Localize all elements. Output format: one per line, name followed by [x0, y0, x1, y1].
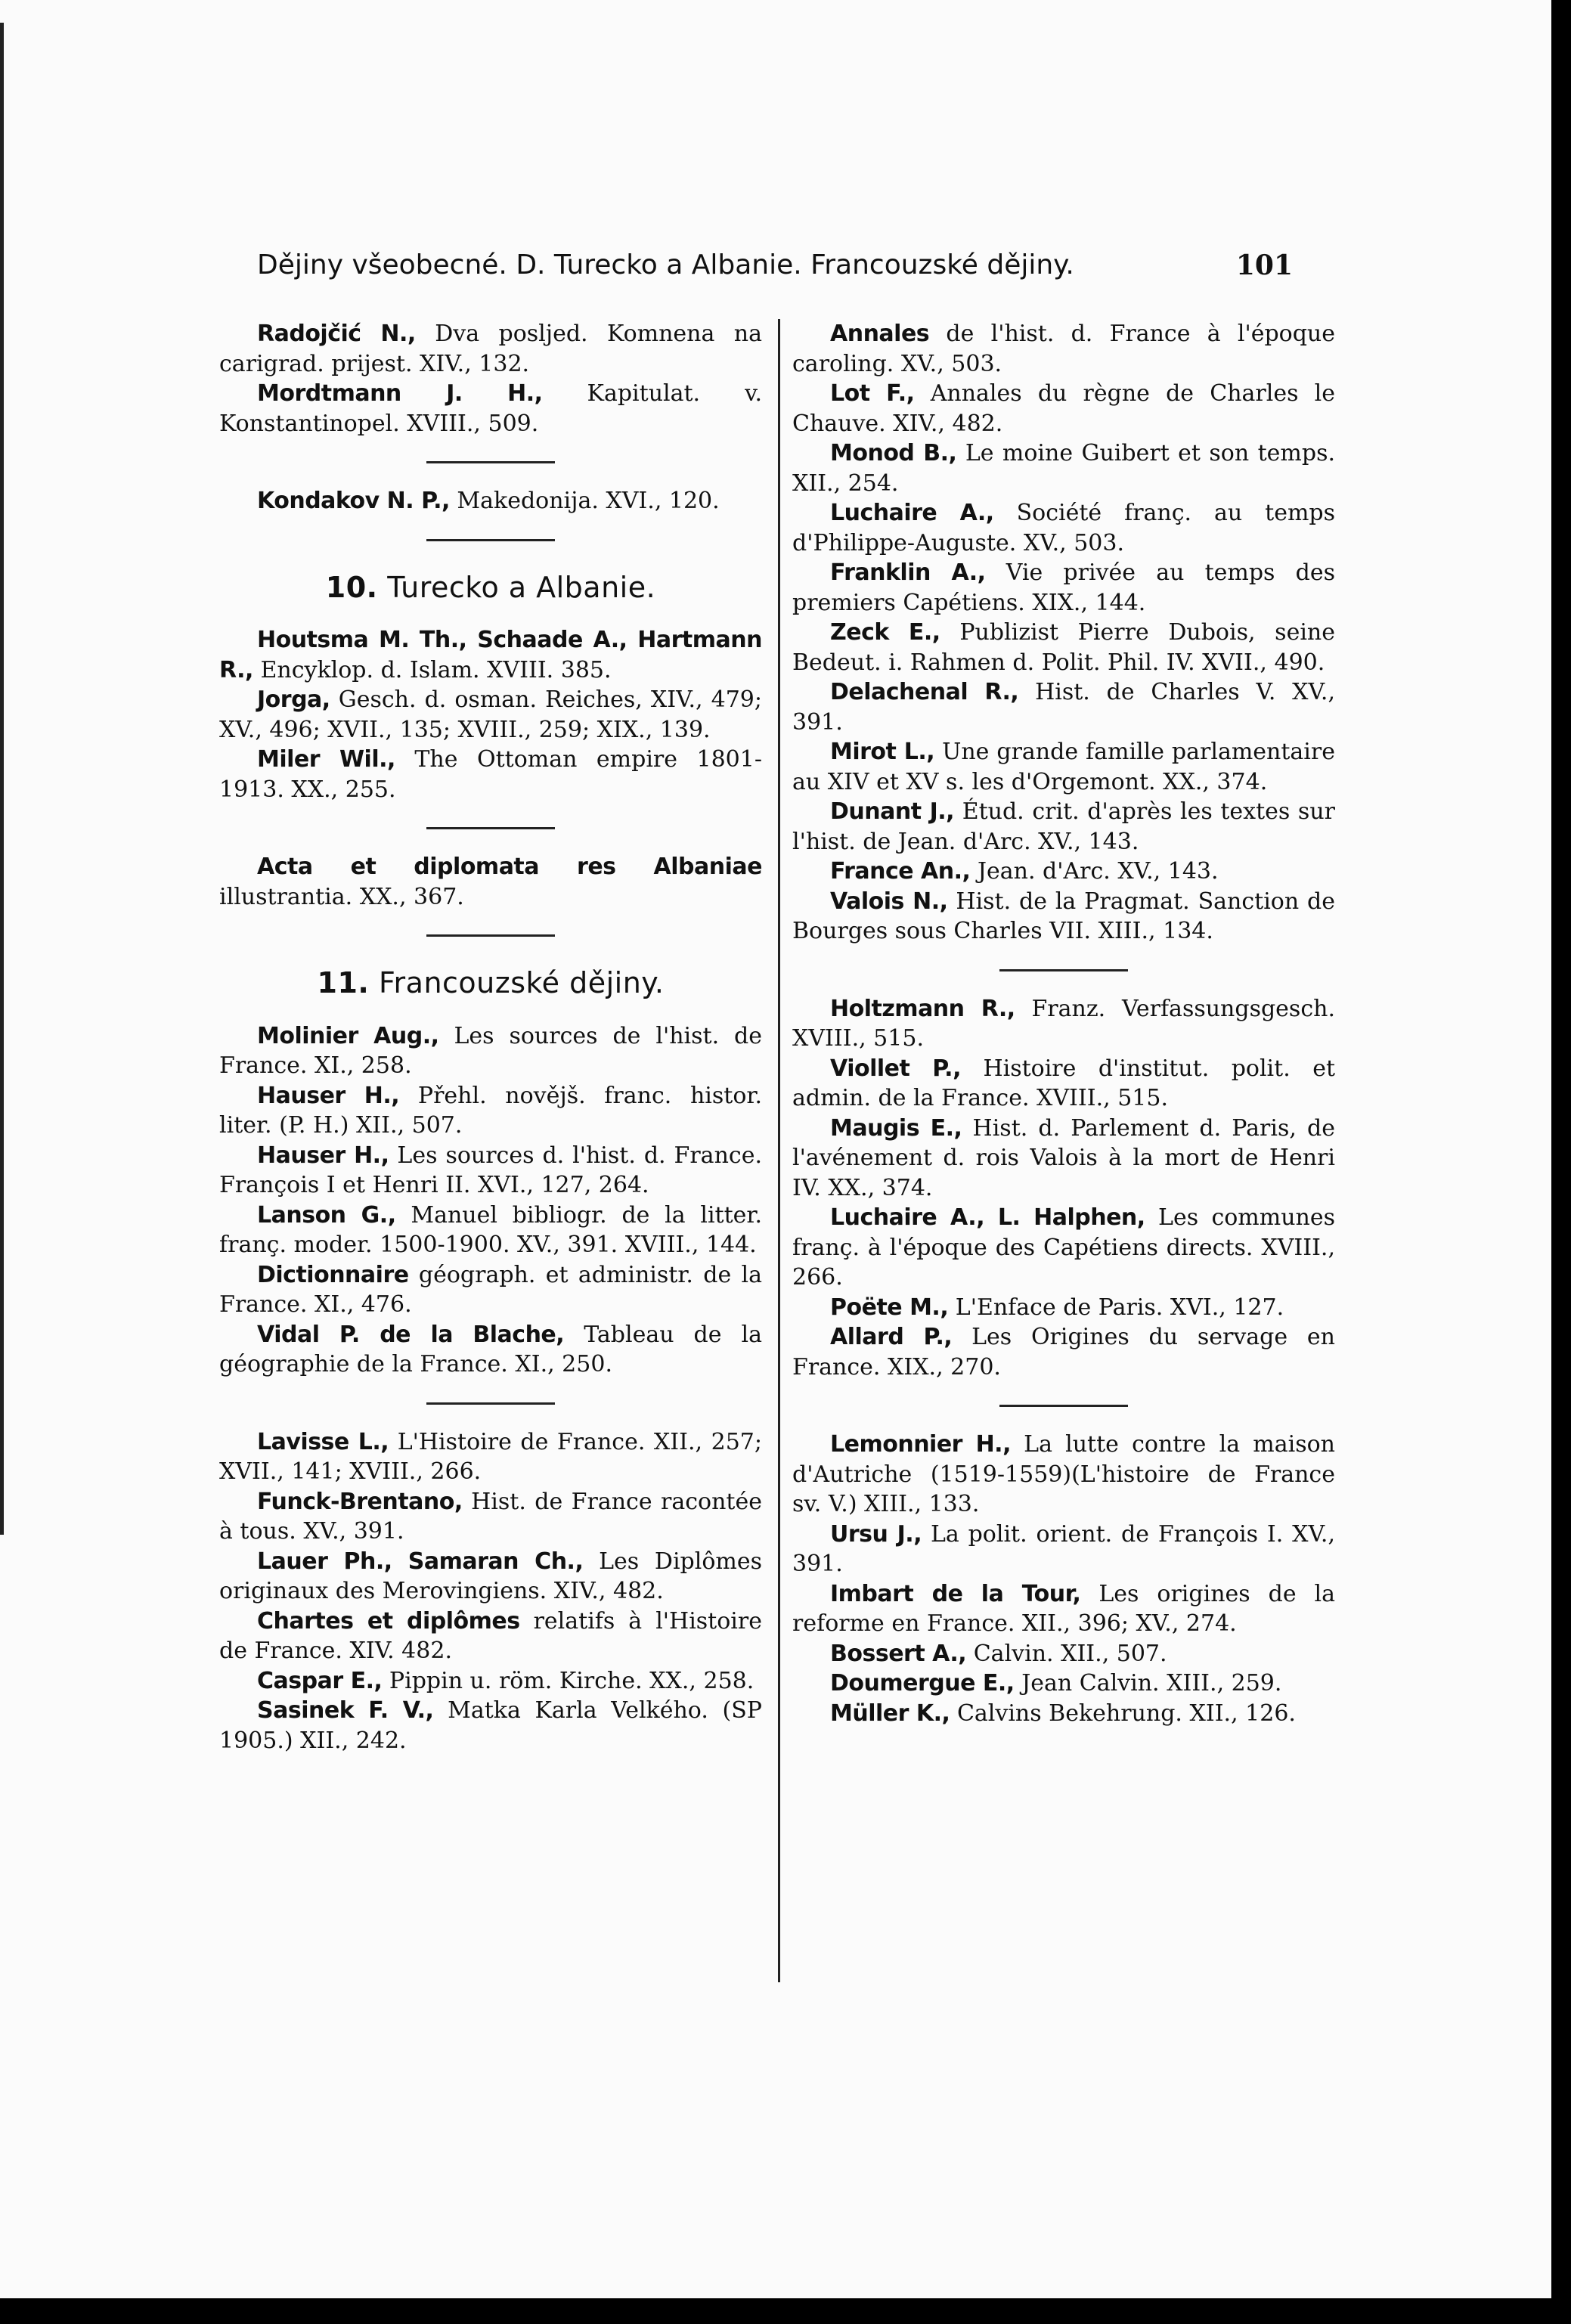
entry-author: Allard P.,: [830, 1324, 953, 1350]
entry-group: [219, 1021, 762, 1380]
entry-text: Les sources de l'hist. de France. XI., 258.: [219, 1022, 763, 1079]
page-number: 101: [1235, 249, 1293, 281]
entry-author: Sasinek F. V.,: [257, 1697, 434, 1724]
bibliography-entry: [219, 1201, 762, 1260]
entry-author: Monod B.,: [830, 440, 957, 466]
bibliography-entry: [219, 1021, 762, 1081]
section-title: Turecko a Albanie.: [377, 570, 656, 604]
bibliography-entry: [219, 852, 762, 912]
entry-text: Calvin. XII., 507.: [966, 1640, 1167, 1667]
left-column: [219, 319, 762, 1755]
separator-rule: [999, 1405, 1128, 1407]
separator-rule: [426, 827, 555, 829]
entry-text: Franz. Verfassungsgesch. XVIII., 515.: [792, 995, 1335, 1052]
entry-group: [792, 319, 1335, 947]
entry-author: Valois N.,: [830, 888, 948, 915]
entry-text: Tableau de la géographie de la France. XI., 250.: [219, 1321, 763, 1377]
entry-text: Přehl. novějš. franc. histor. liter. (P. H.) XII., 507.: [219, 1082, 762, 1139]
entry-author: Funck-Brentano,: [257, 1488, 463, 1515]
bibliography-entry: [792, 1430, 1335, 1520]
entry-text: The Ottoman empire 1801-1913. XX., 255.: [219, 746, 762, 803]
bibliography-entry: [219, 625, 762, 685]
entry-text: illustrantia. XX., 367.: [219, 883, 464, 910]
entry-text: Société franç. au temps d'Philippe-Auguste. XV., 503.: [792, 500, 1335, 556]
bibliography-entry: [792, 1322, 1335, 1382]
entry-text: Dva posljed. Komnena na carigrad. prijest. XIV., 132.: [219, 321, 762, 377]
entry-group: [219, 625, 762, 804]
bibliography-entry: [219, 745, 762, 804]
bibliography-entry: [792, 319, 1335, 379]
entry-author: Bossert A.,: [830, 1640, 967, 1667]
separator-rule: [426, 934, 555, 937]
entry-author: Ursu J.,: [830, 1520, 922, 1548]
entry-text: Les Origines du servage en France. XIX., 270.: [792, 1324, 1336, 1380]
section-number: 11.: [317, 966, 370, 999]
entry-text: Makedonija. XVI., 120.: [449, 488, 720, 514]
section-heading-11: [219, 968, 762, 999]
bibliography-entry: [219, 1081, 762, 1141]
entry-text: Étud. crit. d'après les textes sur l'hist. de Jean. d'Arc. XV., 143.: [792, 798, 1335, 855]
bibliography-entry: [792, 1639, 1335, 1669]
entry-text: Jean Calvin. XIII., 259.: [1014, 1670, 1282, 1697]
entry-group: [219, 852, 762, 912]
separator-rule: [426, 539, 555, 541]
separator-rule: [426, 461, 555, 463]
entry-author: Molinier Aug.,: [257, 1022, 439, 1049]
entry-text: Une grande famille parlamentaire au XIV et XV s. les d'Orgemont. XX., 374.: [792, 739, 1335, 795]
entry-author: Lanson G.,: [257, 1201, 396, 1229]
bibliography-entry: [792, 379, 1335, 438]
bibliography-entry: [792, 1293, 1335, 1323]
section-title: Francouzské dějiny.: [369, 966, 665, 999]
bibliography-entry: [792, 438, 1335, 498]
entry-text: Les communes franç. à l'époque des Capétiens directs. XVIII., 266.: [792, 1204, 1335, 1291]
entry-text: Hist. de Charles V. XV., 391.: [792, 679, 1335, 736]
entry-author: Viollet P.,: [830, 1055, 961, 1082]
entry-group: [219, 486, 762, 516]
entry-author: Delachenal R.,: [830, 679, 1019, 705]
entry-author: Holtzmann R.,: [830, 995, 1015, 1022]
bibliography-entry: [792, 1203, 1335, 1293]
entry-text: Le moine Guibert et son temps. XII., 254.: [792, 440, 1335, 497]
running-header: [257, 249, 1315, 295]
entry-author: Lavisse L.,: [257, 1428, 389, 1455]
entry-author: Caspar E.,: [257, 1667, 383, 1694]
bibliography-entry: [792, 677, 1335, 737]
entry-author: Dictionnaire: [257, 1261, 409, 1288]
bibliography-entry: [792, 498, 1335, 558]
entry-author: Maugis E.,: [830, 1114, 962, 1142]
bibliography-entry: [219, 319, 762, 379]
entry-group: [219, 319, 762, 438]
entry-text: Encyklop. d. Islam. XVIII. 385.: [253, 656, 612, 683]
entry-text: Calvins Bekehrung. XII., 126.: [950, 1700, 1296, 1727]
bibliography-entry: [219, 379, 762, 438]
bibliography-entry: [792, 797, 1335, 857]
bibliography-entry: [792, 1669, 1335, 1699]
entry-author: Mirot L.,: [830, 739, 935, 765]
entry-author: Acta et diplomata res Albaniae: [257, 854, 762, 880]
bibliography-entry: [792, 618, 1335, 677]
entry-author: Franklin A.,: [830, 559, 986, 586]
entry-author: Imbart de la Tour,: [830, 1580, 1081, 1607]
separator-rule: [999, 969, 1128, 971]
entry-text: Les origines de la reforme en France. XII., 396; XV., 274.: [792, 1580, 1336, 1637]
entry-text: Pippin u. röm. Kirche. XX., 258.: [382, 1667, 755, 1694]
entry-author: Luchaire A., L. Halphen,: [830, 1204, 1145, 1231]
bibliography-entry: [792, 1114, 1335, 1204]
bibliography-entry: [792, 1579, 1335, 1639]
entry-author: Zeck E.,: [830, 619, 940, 646]
bibliography-entry: [219, 685, 762, 745]
entry-author: Müller K.,: [830, 1700, 950, 1727]
bibliography-entry: [219, 1696, 762, 1755]
entry-text: géograph. et administr. de la France. XI., 476.: [219, 1261, 762, 1318]
entry-author: Kondakov N. P.,: [257, 488, 450, 514]
bibliography-entry: [792, 737, 1335, 797]
entry-author: Mordtmann J. H.,: [257, 380, 543, 407]
bibliography-entry: [219, 1320, 762, 1380]
entry-author: Hauser H.,: [257, 1142, 389, 1169]
entry-text: Matka Karla Velkého. (SP 1905.) XII., 242.: [219, 1697, 762, 1754]
entry-group: [792, 1430, 1335, 1728]
entry-text: Hist. de la Pragmat. Sanction de Bourges sous Charles VII. XIII., 134.: [792, 888, 1335, 944]
entry-group: [792, 994, 1335, 1383]
bibliography-entry: [219, 1427, 762, 1487]
bibliography-entry: [792, 1520, 1335, 1579]
entry-text: L'Enface de Paris. XVI., 127.: [948, 1294, 1284, 1321]
entry-text: Hist. d. Parlement d. Paris, de l'avénement d. rois Valois à la mort de Henri IV. XX., 374.: [792, 1114, 1335, 1201]
separator-rule: [426, 1402, 555, 1405]
entry-author: Houtsma M. Th., Schaade A., Hartmann R.,: [219, 627, 762, 683]
bibliography-entry: [792, 857, 1335, 887]
bibliography-entry: [792, 887, 1335, 947]
entry-author: Radojčić N.,: [257, 321, 416, 347]
entry-text: L'Histoire de France. XII., 257; XVII., 141; XVIII., 266.: [219, 1428, 762, 1485]
section-number: 10.: [325, 570, 378, 604]
entry-author: Miler Wil.,: [257, 746, 395, 773]
entry-text: Annales du règne de Charles le Chauve. XIV., 482.: [792, 380, 1336, 437]
right-column: [792, 319, 1335, 1728]
entry-text: Manuel bibliogr. de la litter. franç. moder. 1500-1900. XV., 391. XVIII., 144.: [219, 1201, 763, 1258]
entry-text: relatifs à l'Histoire de France. XIV. 482.: [219, 1607, 762, 1664]
entry-author: Doumergue E.,: [830, 1670, 1015, 1697]
bibliography-entry: [792, 994, 1335, 1054]
entry-text: La polit. orient. de François I. XV., 391.: [792, 1520, 1335, 1577]
bibliography-entry: [219, 486, 762, 516]
entry-author: Chartes et diplômes: [257, 1607, 520, 1635]
entry-author: Lot F.,: [830, 380, 915, 407]
section-heading-10: [219, 570, 762, 604]
entry-author: Lauer Ph., Samaran Ch.,: [257, 1548, 584, 1575]
binding-edge: [0, 23, 4, 1535]
entry-text: Jean. d'Arc. XV., 143.: [970, 858, 1219, 885]
entry-text: Vie privée au temps des premiers Capétiens. XIX., 144.: [792, 559, 1336, 616]
bibliography-entry: [792, 1054, 1335, 1114]
bibliography-entry: [219, 1141, 762, 1201]
entry-text: de l'hist. d. France à l'époque caroling. XV., 503.: [792, 321, 1335, 377]
bibliography-entry: [219, 1487, 762, 1547]
bibliography-entry: [792, 1699, 1335, 1729]
entry-text: Gesch. d. osman. Reiches, XIV., 479; XV., 496; XVII., 135; XVIII., 259; XIX., 139.: [219, 686, 762, 743]
entry-text: Hist. de France racontée à tous. XV., 391.: [219, 1488, 762, 1545]
entry-author: Vidal P. de la Blache,: [257, 1321, 565, 1348]
bibliography-entry: [792, 558, 1335, 618]
column-divider: [778, 319, 780, 1982]
entry-author: Hauser H.,: [257, 1082, 400, 1109]
entry-text: Les sources d. l'hist. d. France. François I et Henri II. XVI., 127, 264.: [219, 1142, 762, 1198]
bibliography-entry: [219, 1607, 762, 1666]
entry-text: Publizist Pierre Dubois, seine Bedeut. i. Rahmen d. Polit. Phil. IV. XVII., 490.: [792, 619, 1335, 676]
entry-text: Kapitulat. v. Konstantinopel. XVIII., 509.: [219, 380, 762, 437]
entry-author: Lemonnier H.,: [830, 1431, 1011, 1458]
bibliography-entry: [219, 1260, 762, 1320]
entry-text: Histoire d'institut. polit. et admin. de la France. XVIII., 515.: [792, 1055, 1336, 1111]
entry-author: Dunant J.,: [830, 798, 955, 825]
entry-text: La lutte contre la maison d'Autriche (1519-1559)(L'histoire de France sv. V.) XIII., 133.: [792, 1431, 1335, 1517]
entry-text: Les Diplômes originaux des Merovingiens. XIV., 482.: [219, 1548, 763, 1604]
entry-author: France An.,: [830, 858, 971, 885]
entry-author: Jorga,: [257, 686, 330, 713]
entry-author: Luchaire A.,: [830, 500, 994, 526]
entry-author: Annales: [830, 321, 930, 347]
bibliography-entry: [219, 1547, 762, 1607]
entry-author: Poëte M.,: [830, 1294, 949, 1321]
entry-group: [219, 1427, 762, 1756]
header-title: Dějiny všeobecné. D. Turecko a Albanie. Francouzské dějiny.: [257, 249, 1074, 280]
bibliography-entry: [219, 1666, 762, 1697]
